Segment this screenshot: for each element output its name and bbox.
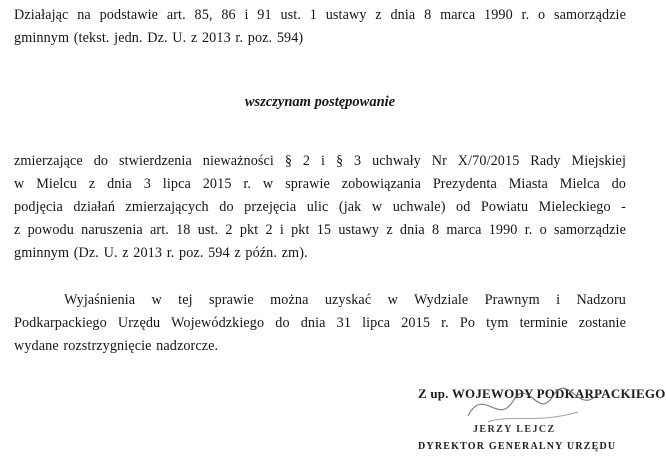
legal-basis-paragraph — [14, 4, 626, 50]
signature-title: Z up. WOJEWODY PODKARPACKIEGO — [418, 386, 666, 401]
paragraph-line: Wyjaśnienia w tej sprawie można uzyskać w Wydziale Prawnym i Nadzoru — [64, 292, 626, 308]
paragraph-line: Podkarpackiego Urzędu Wojewódzkiego do dnia 31 lipca 2015 r. Po tym terminie zostanie — [14, 315, 626, 331]
signature-block — [418, 386, 666, 452]
paragraph-line: Działając na podstawie art. 85, 86 i 91 ust. 1 ustawy z dnia 8 marca 1990 r. o samorządzie — [14, 7, 626, 23]
paragraph-line: z powodu naruszenia art. 18 ust. 2 pkt 2 i pkt 15 ustawy z dnia 8 marca 1990 r. o samorządzie — [14, 222, 626, 238]
paragraph-line: podjęcia działań zmierzających do przejęcia ulic (jak w uchwale) od Powiatu Mieleckiego - — [14, 199, 626, 215]
proceedings-scope-paragraph — [14, 150, 626, 265]
paragraph-line: w Mielcu z dnia 3 lipca 2015 r. w sprawie zobowiązania Prezydenta Miasta Mielca do — [14, 176, 626, 192]
paragraph-line: wydane rozstrzygnięcie nadzorcze. — [14, 338, 219, 354]
signatory-name: JERZY LEJCZ — [473, 424, 556, 435]
decision-heading: wszczynam postępowanie — [244, 94, 396, 110]
paragraph-line: gminnym (Dz. U. z 2013 r. poz. 594 z późn. zm). — [14, 245, 308, 261]
explanation-paragraph — [14, 289, 626, 358]
paragraph-line: zmierzające do stwierdzenia nieważności § 2 i § 3 uchwały Nr X/70/2015 Rady Miejskiej — [14, 153, 626, 169]
paragraph-line: gminnym (tekst. jedn. Dz. U. z 2013 r. poz. 594) — [14, 30, 304, 46]
signatory-role: DYREKTOR GENERALNY URZĘDU — [418, 441, 617, 452]
